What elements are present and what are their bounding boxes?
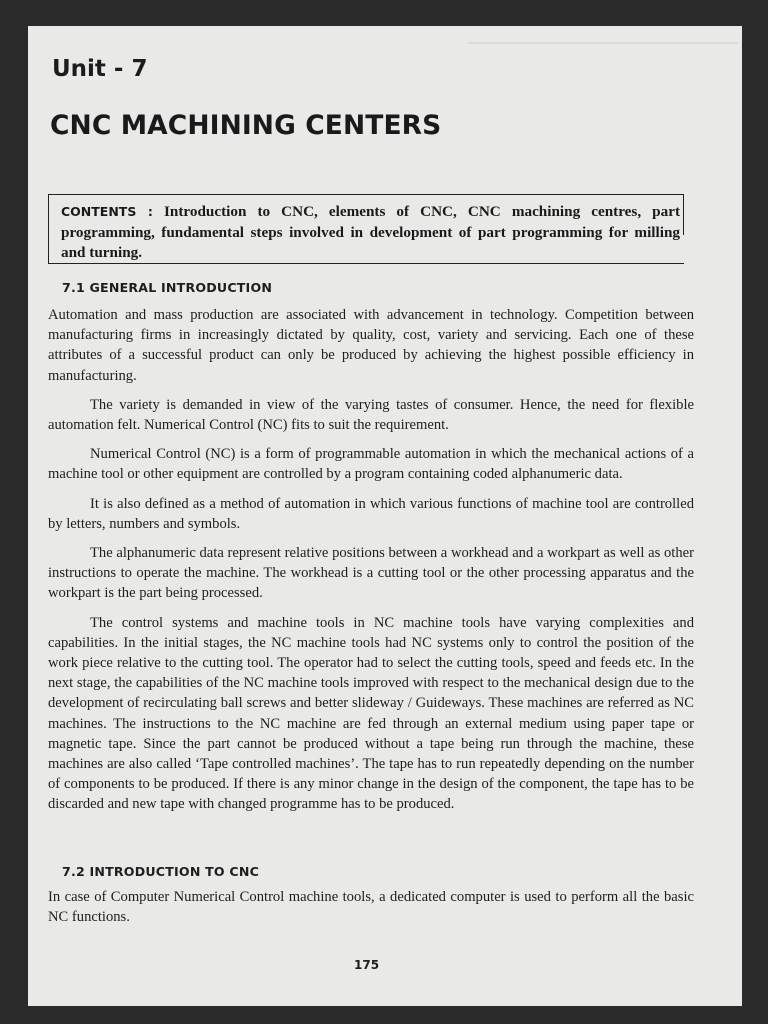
paragraph: The control systems and machine tools in NC machine tools have varying complexities and capabilities. In the initial stages, the NC machine tools had NC systems only to control the position of the work piece relative to the cutting tool. The operator had to select the cutting tools, speed and feeds etc. In the next stage, the capabilities of the NC machine tools improved with respect to the mechanical design due to the development of recirculating ball screws and better slideway / Guideways. These machines are referred as NC machines. The instructions to the NC machine are fed through an external medium using paper tape or magnetic tape. Since the part cannot be produced without a tape being run through the machine, these machines are also called ‘Tape controlled machines’. The tape has to run repeatedly depending on the number of components to be produced. If there is any minor change in the design of the component, the tape has to be discarded and new tape with changed programme has to be produced. bbox=[48, 614, 694, 813]
unit-label: Unit - 7 bbox=[52, 56, 148, 82]
paragraph: In case of Computer Numerical Control machine tools, a dedicated computer is used to perform all the basic NC functions. bbox=[48, 889, 694, 926]
section-7-1-body bbox=[48, 305, 694, 824]
paragraph: The variety is demanded in view of the varying tastes of consumer. Hence, the need for flexible automation felt. Numerical Control (NC) fits to suit the requirement. bbox=[48, 396, 694, 434]
contents-text bbox=[61, 202, 680, 264]
book-page bbox=[28, 26, 742, 1006]
paragraph: It is also defined as a method of automation in which various functions of machine tool are controlled by letters, numbers and symbols. bbox=[48, 495, 694, 532]
contents-box bbox=[48, 194, 684, 264]
contents-list: Introduction to CNC, elements of CNC, CNC machining centres, part programming, fundamental steps involved in development of part programming for milling and turning. bbox=[61, 203, 681, 261]
contents-label: CONTENTS : bbox=[61, 204, 153, 219]
paragraph: The alphanumeric data represent relative positions between a workhead and a workpart as well as other instructions to operate the machine. The workhead is a cutting tool or the other processing apparatus and the workpart is the part being processed. bbox=[48, 545, 694, 602]
paragraph: Automation and mass production are associated with advancement in technology. Competition between manufacturing firms in increasingly dictated by quality, cost, variety and servicing. Each one of these attributes of a successful product can only be produced by achieving the highest possible efficiency in manufacturing. bbox=[48, 307, 694, 384]
paragraph: Numerical Control (NC) is a form of programmable automation in which the mechanical actions of a machine tool or other equipment are controlled by a program containing coded alphanumeric data. bbox=[48, 446, 694, 483]
show-through-bleed bbox=[468, 42, 738, 44]
section-heading-7-2: 7.2 INTRODUCTION TO CNC bbox=[62, 864, 260, 879]
chapter-title: CNC MACHINING CENTERS bbox=[50, 110, 442, 141]
section-7-2-body bbox=[48, 887, 694, 936]
section-heading-7-1: 7.1 GENERAL INTRODUCTION bbox=[62, 280, 273, 295]
page-number: 175 bbox=[354, 958, 380, 972]
